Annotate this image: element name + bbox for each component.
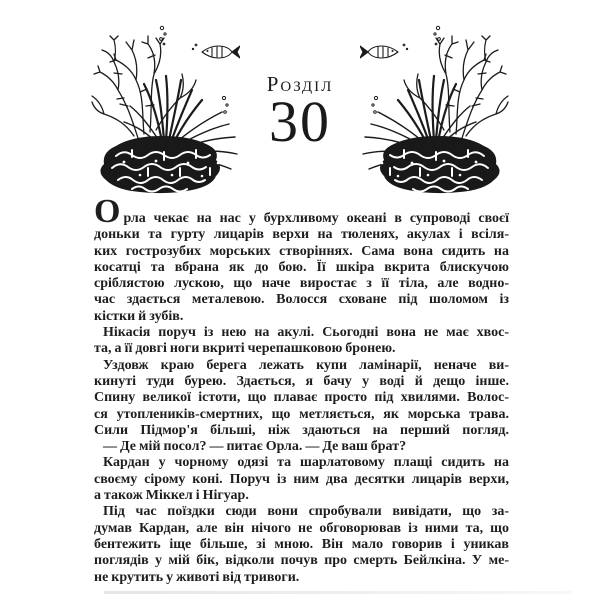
paragraph bbox=[94, 358, 509, 439]
text-line: Сили Підмор'я більші, ніж здаються на перший погляд. bbox=[94, 422, 509, 438]
text-line: поглядів у мій бік, відколи почув про смерть Бейлкіна. У ме- bbox=[94, 553, 509, 569]
chapter-number: 30 bbox=[269, 89, 331, 154]
chapter-label: Розділ bbox=[266, 72, 334, 96]
text-line: думав Кардан, але він нічого не обговорював із ними та, що bbox=[94, 520, 509, 536]
text-line: Спину великої істоти, що плаває просто під хвилями. Волос- bbox=[94, 390, 509, 406]
text-line: час здається металевою. Волосся сховане під шоломом із bbox=[94, 292, 509, 308]
paragraph bbox=[94, 455, 509, 504]
text-line: кинуті туди бурею. Здається, я бачу у воді й дещо інше. bbox=[94, 373, 509, 389]
paragraph bbox=[94, 439, 509, 455]
paragraph bbox=[94, 325, 509, 358]
text-line: Кардан у чорному одязі та шарлатовому плащі сидить на bbox=[103, 455, 509, 471]
text-line: своєму сірому коні. Поруч із ним два десятки лицарів верхи, bbox=[94, 471, 509, 487]
text-line: кістки й зубів. bbox=[94, 308, 184, 324]
text-line: Під час поїздки сюди вони спробували вивідати, що за- bbox=[103, 504, 509, 520]
text-line: та, а її довгі ноги вкриті черепашковою бронею. bbox=[94, 341, 396, 357]
paragraph bbox=[94, 193, 509, 325]
body-text bbox=[94, 193, 509, 586]
text-line: Нікасія поруч із нею на акулі. Сьогодні вона не має хвос- bbox=[103, 325, 509, 341]
text-line: сріблястою лускою, що наче виростає з її тіла, але водно- bbox=[94, 276, 509, 292]
text-line: а також Міккел і Нігуар. bbox=[94, 488, 249, 504]
drop-cap: О bbox=[94, 193, 121, 230]
text-line: Уздовж краю берега лежать купи ламінарії, неначе ви- bbox=[103, 357, 509, 373]
paragraph bbox=[94, 504, 509, 585]
scan-shadow-artifact bbox=[104, 591, 572, 594]
text-line: ся утоплеників-смертних, що метляється, як морська трава. bbox=[94, 406, 509, 422]
text-line: Орла чекає на нас у бурхливому океані в супроводі своєї bbox=[94, 193, 509, 230]
text-line: косатці та вбрана як до бою. Її шкіра вкрита блискучою bbox=[94, 259, 509, 275]
text-line: ких гострозубих морських створіннях. Сама вона сидить на bbox=[94, 243, 509, 259]
text-line: — Де мій посол? — питає Орла. — Де ваш брат? bbox=[103, 439, 407, 455]
text-line: не крутить у животі від тривоги. bbox=[94, 569, 300, 585]
text-line: доньки та гурту лицарів верхи на тюленях, акулах і всіля- bbox=[94, 227, 509, 243]
text-line: бентежить іще більше, зі мною. Він мало говорив і уникав bbox=[94, 536, 509, 552]
